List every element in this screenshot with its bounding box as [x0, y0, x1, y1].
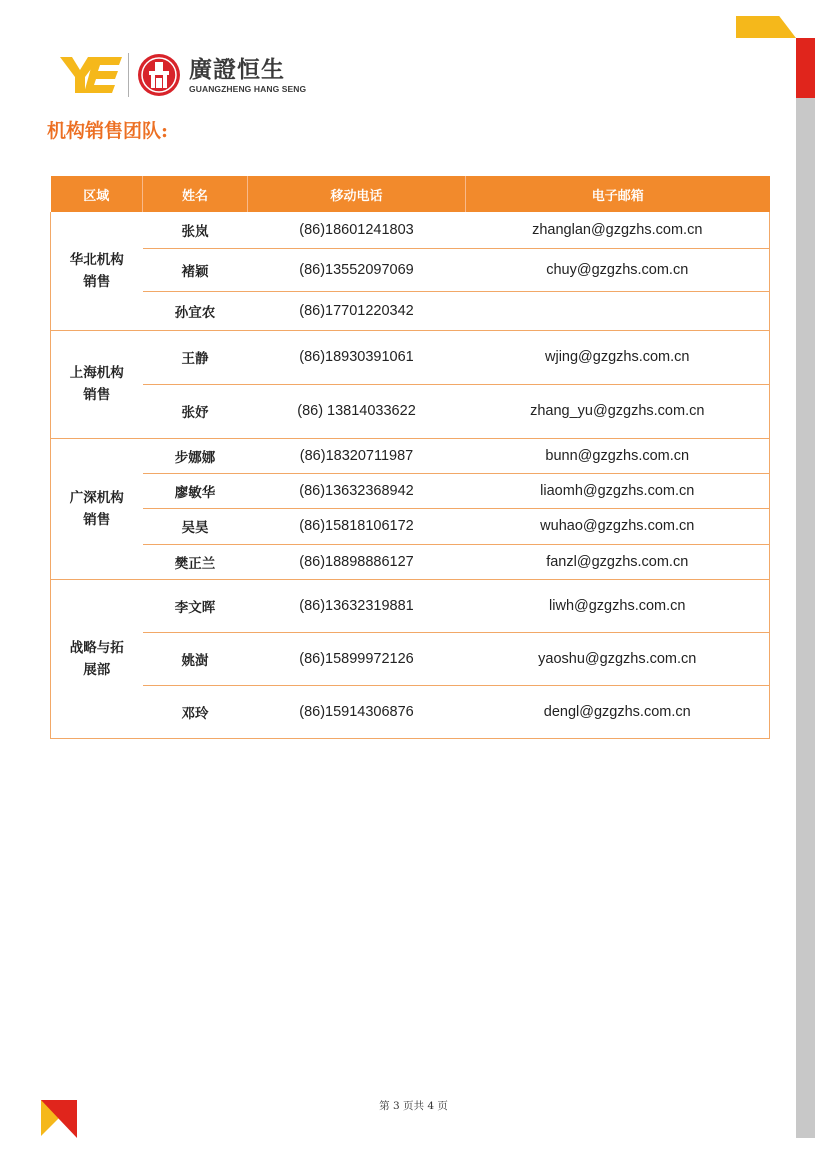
- table-row: [51, 384, 770, 438]
- region-cell: [51, 579, 143, 738]
- email-cell[interactable]: liaomh@gzgzhs.com.cn: [466, 473, 770, 508]
- email-cell[interactable]: wjing@gzgzhs.com.cn: [466, 330, 770, 384]
- phone-cell: (86)13632319881: [248, 579, 466, 632]
- phone-cell: (86)18601241803: [248, 212, 466, 248]
- table-row: [51, 579, 770, 632]
- phone-cell: (86) 13814033622: [248, 384, 466, 438]
- phone-cell: (86)13552097069: [248, 248, 466, 291]
- email-cell[interactable]: dengl@gzgzhs.com.cn: [466, 685, 770, 738]
- email-cell[interactable]: zhang_yu@gzgzhs.com.cn: [466, 384, 770, 438]
- email-cell[interactable]: [466, 291, 770, 330]
- name-cell: 姚澍: [143, 632, 248, 685]
- logo-name-cn: 廣證恒生: [189, 56, 285, 83]
- table-header-row: [51, 176, 770, 212]
- sales-team-table: [50, 176, 770, 739]
- corner-tab-red: [796, 38, 815, 98]
- seal-logo-icon: [137, 53, 181, 97]
- page-footer: 第 3 页共 4 页: [379, 1100, 448, 1112]
- side-bar-decoration: [796, 98, 815, 1138]
- region-label: 广深机构销售: [69, 489, 124, 528]
- phone-cell: (86)18320711987: [248, 438, 466, 473]
- table-row: [51, 473, 770, 508]
- name-cell: 步娜娜: [143, 438, 248, 473]
- region-label: 华北机构销售: [69, 251, 124, 290]
- table-row: [51, 438, 770, 473]
- phone-cell: (86)18898886127: [248, 544, 466, 579]
- header-name: 姓名: [143, 176, 248, 212]
- phone-cell: (86)18930391061: [248, 330, 466, 384]
- phone-cell: (86)17701220342: [248, 291, 466, 330]
- header-phone: 移动电话: [248, 176, 466, 212]
- region-cell: [51, 438, 143, 579]
- phone-cell: (86)15818106172: [248, 508, 466, 544]
- region-label: 战略与拓展部: [69, 639, 124, 678]
- logo-text: [189, 56, 306, 95]
- region-cell: [51, 212, 143, 330]
- company-logo: [60, 50, 306, 100]
- phone-cell: (86)15914306876: [248, 685, 466, 738]
- ye-logo-icon: [60, 55, 122, 95]
- table-row: [51, 291, 770, 330]
- table-row: [51, 248, 770, 291]
- table-row: [51, 212, 770, 248]
- name-cell: 张岚: [143, 212, 248, 248]
- email-cell[interactable]: bunn@gzgzhs.com.cn: [466, 438, 770, 473]
- email-cell[interactable]: fanzl@gzgzhs.com.cn: [466, 544, 770, 579]
- table-row: [51, 685, 770, 738]
- region-label: 上海机构销售: [69, 365, 124, 403]
- name-cell: 张妤: [143, 384, 248, 438]
- name-cell: 褚颖: [143, 248, 248, 291]
- name-cell: 孙宜农: [143, 291, 248, 330]
- name-cell: 樊正兰: [143, 544, 248, 579]
- table-row: [51, 632, 770, 685]
- name-cell: 吴昊: [143, 508, 248, 544]
- name-cell: 王静: [143, 330, 248, 384]
- email-cell[interactable]: yaoshu@gzgzhs.com.cn: [466, 632, 770, 685]
- email-cell[interactable]: wuhao@gzgzhs.com.cn: [466, 508, 770, 544]
- corner-tab-yellow: [736, 16, 796, 38]
- phone-cell: (86)15899972126: [248, 632, 466, 685]
- email-cell[interactable]: liwh@gzgzhs.com.cn: [466, 579, 770, 632]
- logo-name-en: GUANGZHENG HANG SENG: [189, 83, 307, 94]
- section-title: 机构销售团队:: [47, 120, 169, 142]
- name-cell: 邓玲: [143, 685, 248, 738]
- email-cell[interactable]: zhanglan@gzgzhs.com.cn: [466, 212, 770, 248]
- name-cell: 李文晖: [143, 579, 248, 632]
- phone-cell: (86)13632368942: [248, 473, 466, 508]
- header-region: 区域: [51, 176, 143, 212]
- logo-divider: [128, 53, 129, 97]
- header-email: 电子邮箱: [466, 176, 770, 212]
- table-row: [51, 544, 770, 579]
- table-row: [51, 508, 770, 544]
- email-cell[interactable]: chuy@gzgzhs.com.cn: [466, 248, 770, 291]
- name-cell: 廖敏华: [143, 473, 248, 508]
- table-row: [51, 330, 770, 384]
- region-cell: [51, 330, 143, 438]
